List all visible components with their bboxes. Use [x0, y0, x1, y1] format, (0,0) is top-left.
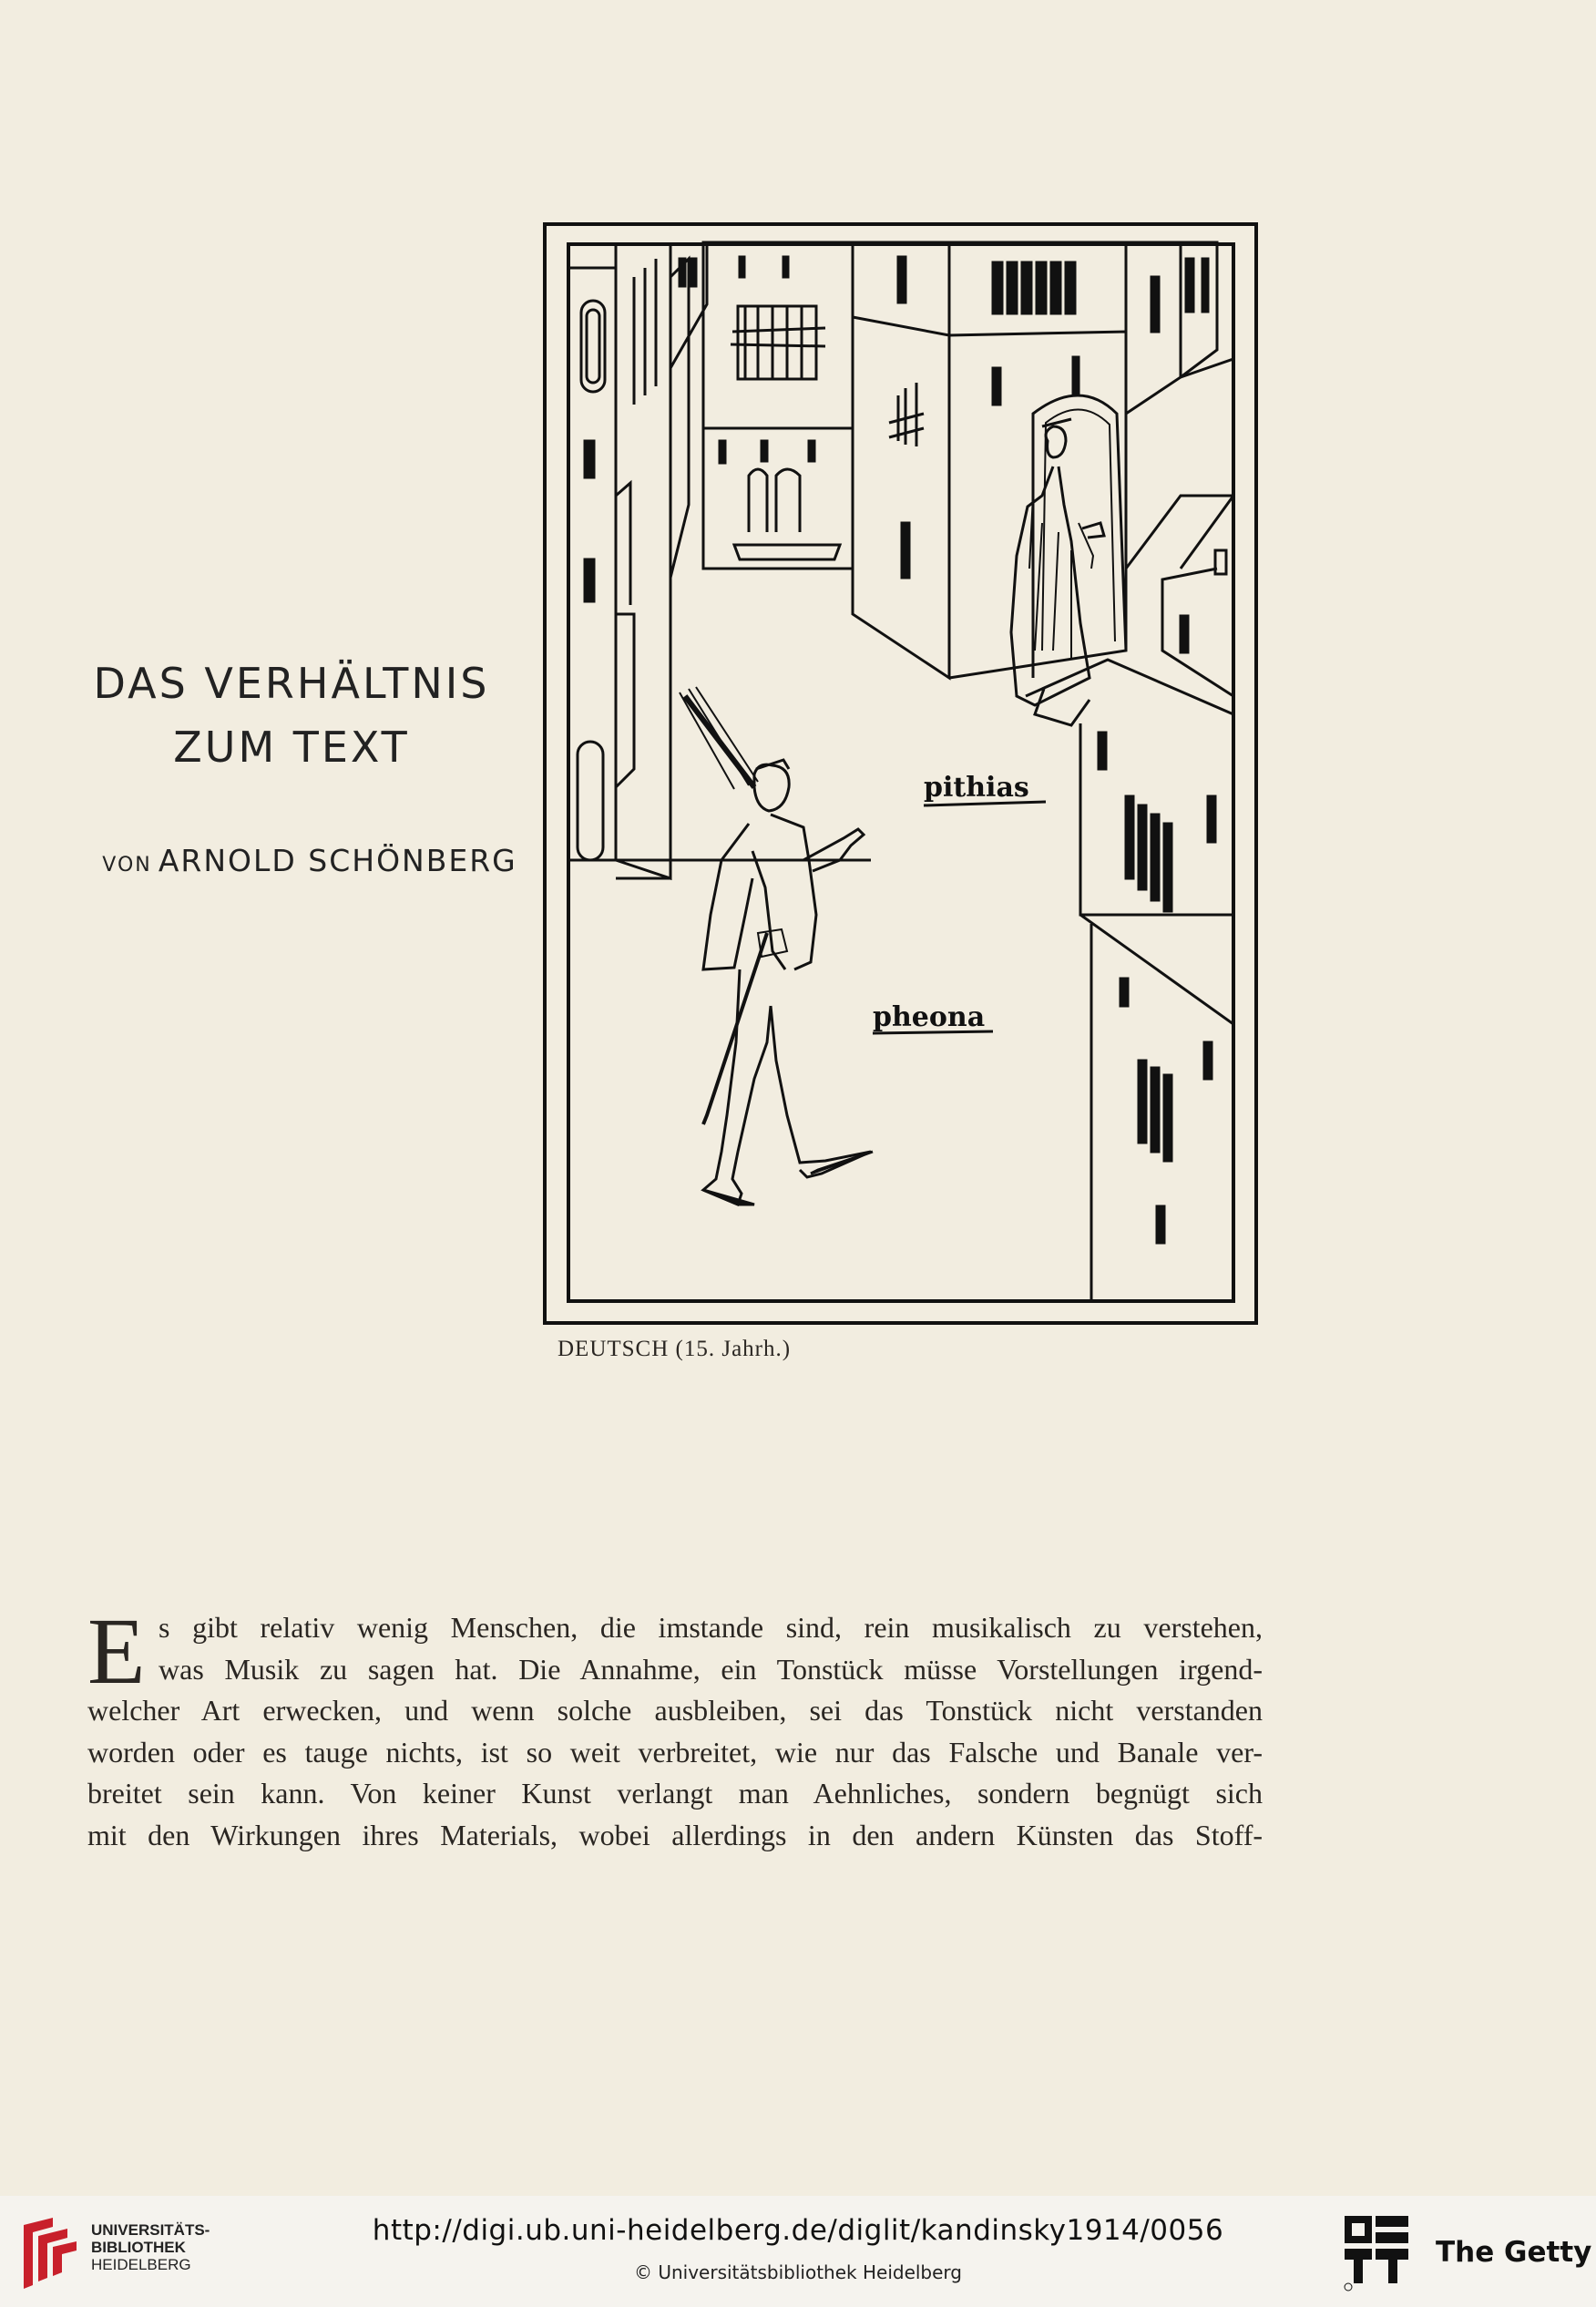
figure-caption: DEUTSCH (15. Jahrh.) [558, 1337, 792, 1361]
figure-label-lower: pheona [873, 1001, 986, 1033]
body-line: mit den Wirkungen ihres Materials, wobei allerdings in den andern Künsten das Stoff- [87, 1818, 1263, 1851]
library-line-3: HEIDELBERG [91, 2256, 191, 2273]
author-name: ARNOLD SCHÖNBERG [158, 843, 517, 878]
permalink-url[interactable]: http://digi.ub.uni-heidelberg.de/diglit/kandinsky1914/0056 [372, 2214, 1224, 2247]
body-line: breitet sein kann. Von keiner Kunst verlangt man Aehnliches, sondern begnügt sich [87, 1777, 1263, 1810]
library-line-1: UNIVERSITÄTS- [91, 2221, 210, 2239]
drop-cap: E [87, 1599, 146, 1704]
body-line: welcher Art erwecken, und wenn solche ausbleiben, sei das Tonstück nicht verstanden [87, 1694, 1263, 1727]
copyright-notice: © Universitätsbibliothek Heidelberg [633, 2261, 962, 2283]
body-line: was Musik zu sagen hat. Die Annahme, ein Tonstück müsse Vorstellungen irgend- [159, 1652, 1263, 1686]
library-line-2: BIBLIOTHEK [91, 2239, 186, 2256]
title-line-2: ZUM TEXT [173, 723, 410, 772]
body-text [87, 1599, 1263, 1856]
body-line: s gibt relativ wenig Menschen, die imstande sind, rein musikalisch zu verstehen, [159, 1611, 1263, 1644]
title-line-1: DAS VERHÄLTNIS [93, 659, 490, 708]
woodcut-illustration [543, 222, 1258, 1325]
viewer-footer [0, 2196, 1596, 2307]
byline-prefix: VON [102, 854, 152, 877]
body-line: worden oder es tauge nichts, ist so weit verbreitet, wie nur das Falsche und Banale ver- [87, 1735, 1263, 1769]
article-title [55, 651, 528, 779]
partner-name: The Getty [1436, 2236, 1592, 2269]
byline [82, 843, 537, 878]
figure-label-upper: pithias [924, 772, 1029, 804]
getty-logo-icon[interactable] [1341, 2214, 1414, 2292]
